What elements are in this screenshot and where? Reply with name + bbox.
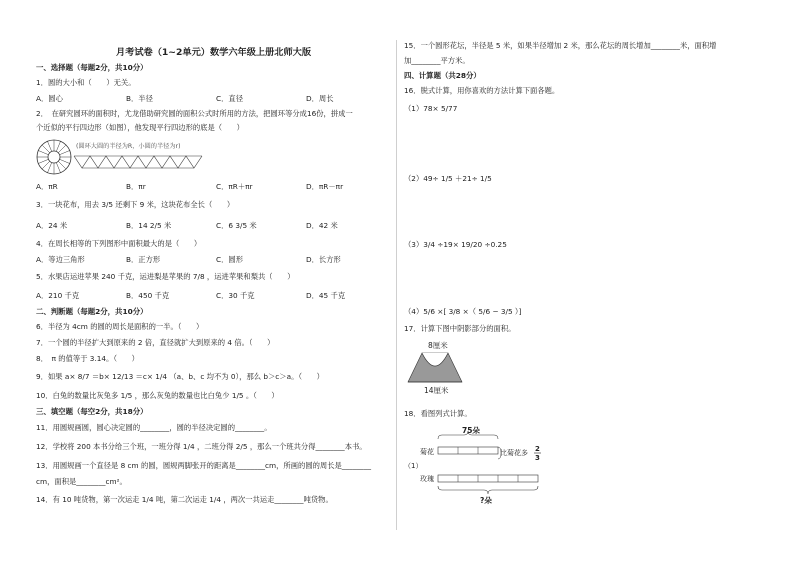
column-divider: [396, 40, 397, 530]
section-choice-heading: 一、选择题（每题2分，共10分）: [36, 63, 148, 72]
fig18-frac-den: 3: [535, 454, 540, 462]
page-title: 月考试卷（1~2单元）数学六年级上册北师大版: [115, 47, 312, 58]
trapezoid-shaded-figure: [402, 339, 482, 397]
question-15-line1: 15．一个圆形花坛，半径是 5 米，如果半径增加 2 米，那么花坛的周长增加________米，面积增: [404, 41, 717, 50]
ring-circle: [37, 140, 71, 174]
question-15-line2: 加________平方米。: [404, 56, 470, 65]
question-13-line2: cm，面积是________cm²。: [36, 477, 127, 486]
q5-option-c: C．30 千克: [216, 291, 255, 300]
question-2-line2: 个近似的平行四边形（如图），他发现平行四边形的底是（ ）: [36, 123, 244, 132]
bar-model-figure: [402, 423, 552, 505]
question-5: 5．水果店运进苹果 240 千克，运进梨是苹果的 7/8 ，运进苹果和梨共（ ）: [36, 272, 295, 281]
fig17-top-label: 8厘米: [428, 341, 448, 350]
question-9: 9．如果 a× 8/7 ＝b× 12/13 ＝c× 1/4 （a、b、c 均不为 0），那么 b＞c＞a。（ ）: [36, 372, 324, 381]
fig18-part-num: （1）: [404, 462, 423, 470]
q2-option-b: B．πr: [126, 182, 146, 191]
question-2-line1: 2． 在研究圆环的面积时，尤龙借助研究圆的面积公式时所用的方法，把圆环等分成16份，拼成一: [36, 109, 353, 118]
q4-option-a: A．等边三角形: [36, 255, 85, 264]
calc-4: （4）5/6 ×[ 3/8 ×（ 5/6 − 3/5 ）]: [404, 307, 522, 316]
fig18-unknown-label: ?朵: [480, 496, 492, 505]
question-3: 3．一块花布，用去 3/5 还剩下 9 米，这块花布全长（ ）: [36, 200, 235, 209]
fig18-frac-num: 2: [535, 445, 540, 453]
q1-option-a: A．圆心: [36, 94, 63, 103]
fig17-bottom-label: 14厘米: [424, 386, 449, 395]
fig18-label-chrysanthemum: 菊花: [420, 448, 434, 456]
question-8: 8． π 的值等于 3.14。（ ）: [36, 354, 139, 363]
q5-option-a: A．210 千克: [36, 291, 80, 300]
q1-option-b: B．半径: [126, 94, 153, 103]
question-12: 12．学校将 200 本书分给三个班，一班分得 1/4 ，二班分得 2/5 ，那么一个班共分得________本书。: [36, 442, 367, 451]
q2-option-a: A．πR: [36, 182, 58, 191]
zigzag-parallelogram: [74, 156, 202, 168]
question-4: 4．在周长相等的下列图形中面积最大的是（ ）: [36, 239, 202, 248]
question-1: 1．圆的大小和（ ）无关。: [36, 78, 136, 87]
question-11: 11．用圆规画圆，圆心决定圆的________，圆的半径决定圆的________。: [36, 423, 272, 432]
q4-option-b: B．正方形: [126, 255, 161, 264]
question-16: 16．脱式计算，用你喜欢的方法计算下面各题。: [404, 86, 560, 95]
question-10: 10．白兔的数量比灰兔多 1/5 ，那么灰兔的数量也比白兔少 1/5 。（ ）: [36, 391, 279, 400]
fig18-total-label: 75朵: [462, 426, 480, 435]
q2-option-c: C．πR＋πr: [216, 182, 253, 191]
figure-note: (圆环大圆的半径为R，小圆的半径为r): [76, 143, 181, 150]
q4-option-c: C．圆形: [216, 255, 243, 264]
question-13-line1: 13．用圆规画一个直径是 8 cm 的圆，圆规两脚张开的距离是________cm，所画的圆的周长是________: [36, 461, 371, 470]
ring-to-parallelogram-figure: [36, 138, 236, 176]
calc-1: （1）78× 5/77: [404, 104, 458, 113]
section-judge-heading: 二、判断题（每题2分，共10分）: [36, 307, 148, 316]
q3-option-b: B．14 2/5 米: [126, 221, 172, 230]
q3-option-a: A．24 米: [36, 221, 68, 230]
fig18-label-rose: 玫瑰: [420, 475, 434, 483]
q3-option-d: D．42 米: [306, 221, 338, 230]
question-14: 14．有 10 吨货物，第一次运走 1/4 吨，第二次运走 1/4 ，两次一共运走________吨货物。: [36, 495, 333, 504]
q1-option-d: D．周长: [306, 94, 334, 103]
rose-bar: [438, 475, 538, 482]
q5-option-d: D．45 千克: [306, 291, 346, 300]
section-fill-heading: 三、填空题（每空2分，共18分）: [36, 407, 148, 416]
question-7: 7．一个圆的半径扩大到原来的 2 倍，直径就扩大到原来的 4 倍。（ ）: [36, 338, 275, 347]
question-18: 18．看图列式计算。: [404, 409, 472, 418]
calc-3: （3）3/4 ÷19× 19/20 ÷0.25: [404, 240, 507, 249]
section-calc-heading: 四、计算题（共28分）: [404, 71, 481, 80]
q5-option-b: B．450 千克: [126, 291, 170, 300]
question-17: 17．计算下图中阴影部分的面积。: [404, 324, 516, 333]
chrysanthemum-bar: [438, 447, 498, 454]
q4-option-d: D．长方形: [306, 255, 341, 264]
q1-option-c: C．直径: [216, 94, 243, 103]
q2-option-d: D．πR－πr: [306, 182, 344, 191]
question-6: 6．半径为 4cm 的圆的周长是面积的一半。（ ）: [36, 322, 204, 331]
q3-option-c: C．6 3/5 米: [216, 221, 257, 230]
calc-2: （2）49÷ 1/5 ＋21÷ 1/5: [404, 174, 492, 183]
fig18-compare-label: 比菊花多: [500, 449, 528, 457]
